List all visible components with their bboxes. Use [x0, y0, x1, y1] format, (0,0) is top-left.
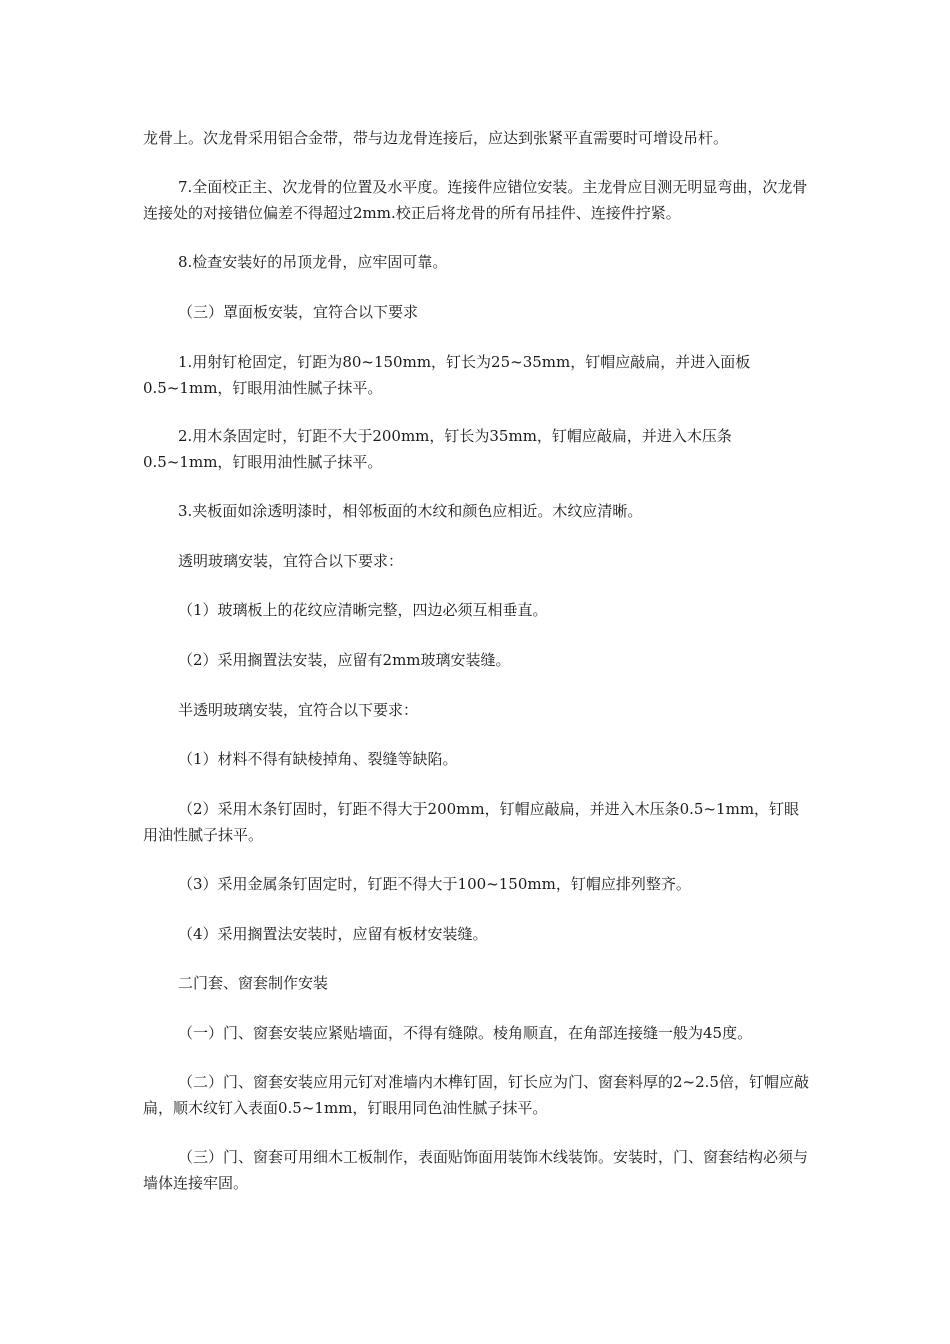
paragraph-panel-2: 2.用木条固定时，钉距不大于200mm，钉长为35mm，钉帽应敲扁，并进入木压条0.5~1mm，钉眼用油性腻子抹平。 [143, 427, 732, 471]
section-heading-door-window-casing: 二门套、窗套制作安装 [178, 974, 329, 992]
paragraph-frosted-glass-3: （3）采用金属条钉固定时，钉距不得大于100~150mm，钉帽应排列整齐。 [178, 875, 691, 893]
paragraph-casing-3: （三）门、窗套可用细木工板制作，表面贴饰面用装饰木线装饰。安装时，门、窗套结构必须与墙体连接牢固。 [143, 1148, 809, 1192]
paragraph-item-8: 8.检查安装好的吊顶龙骨，应牢固可靠。 [178, 253, 448, 271]
paragraph-frosted-glass-1: （1）材料不得有缺棱掉角、裂缝等缺陷。 [178, 750, 458, 768]
paragraph-clear-glass-1: （1）玻璃板上的花纹应清晰完整，四边必须互相垂直。 [178, 601, 548, 619]
paragraph-casing-2: （二）门、窗套安装应用元钉对准墙内木榫钉固，钉长应为门、窗套料厚的2~2.5倍，钉帽应敲扁，顺木纹钉入表面0.5~1mm，钉眼用同色油性腻子抹平。 [143, 1073, 809, 1117]
section-heading-cover-panel: （三）罩面板安装，宜符合以下要求 [178, 303, 419, 321]
paragraph-clear-glass-2: （2）采用搁置法安装，应留有2mm玻璃安装缝。 [178, 651, 511, 669]
paragraph-frosted-glass-2: （2）采用木条钉固时，钉距不得大于200mm，钉帽应敲扁，并进入木压条0.5~1mm，钉眼用油性腻子抹平。 [143, 800, 800, 844]
paragraph-panel-1: 1.用射钉枪固定，钉距为80~150mm，钉长为25~35mm，钉帽应敲扁，并进入面板0.5~1mm，钉眼用油性腻子抹平。 [143, 353, 751, 397]
paragraph-casing-1: （一）门、窗套安装应紧贴墙面，不得有缝隙。棱角顺直，在角部连接缝一般为45度。 [178, 1024, 753, 1042]
section-heading-frosted-glass: 半透明玻璃安装，宜符合以下要求： [178, 701, 419, 719]
paragraph-continuation: 龙骨上。次龙骨采用铝合金带，带与边龙骨连接后，应达到张紧平直需要时可增设吊杆。 [143, 129, 729, 147]
section-heading-clear-glass: 透明玻璃安装，宜符合以下要求： [178, 552, 404, 570]
paragraph-frosted-glass-4: （4）采用搁置法安装时，应留有板材安装缝。 [178, 925, 488, 943]
paragraph-panel-3: 3.夹板面如涂透明漆时，相邻板面的木纹和颜色应相近。木纹应清晰。 [178, 502, 643, 520]
paragraph-item-7: 7.全面校正主、次龙骨的位置及水平度。连接件应错位安装。主龙骨应目测无明显弯曲，次龙骨连接处的对接错位偏差不得超过2mm.校正后将龙骨的所有吊挂件、连接件拧紧。 [143, 178, 808, 222]
